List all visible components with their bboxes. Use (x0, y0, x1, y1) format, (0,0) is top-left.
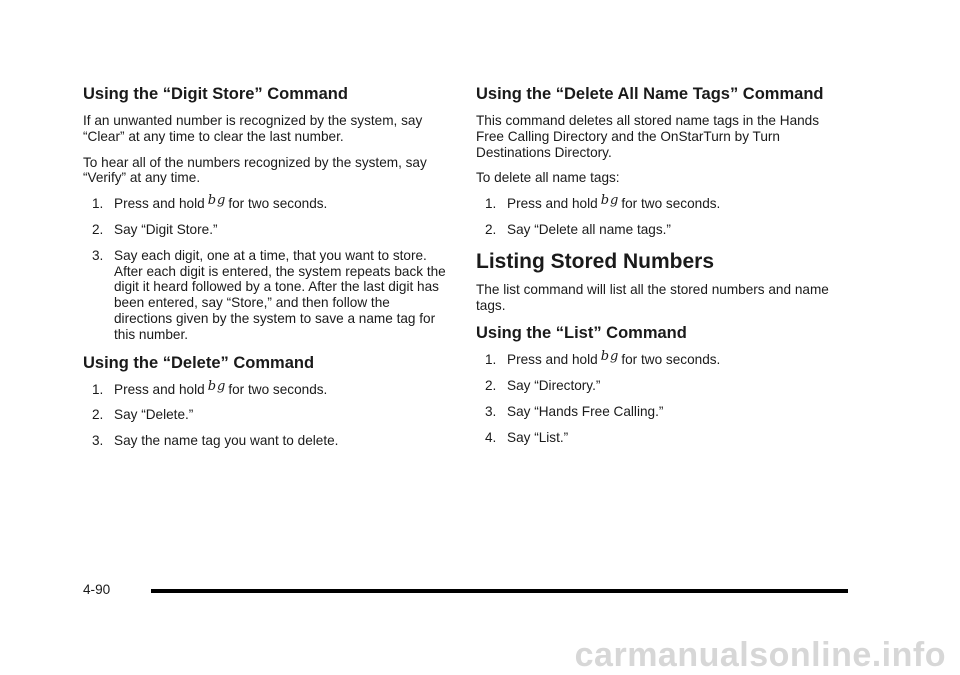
list-steps (476, 349, 842, 445)
page-number: 4-90 (83, 582, 111, 597)
list-item (83, 407, 449, 423)
watermark: carmanualsonline.info (574, 636, 946, 674)
steering-wheel-button-icon: b (207, 378, 217, 394)
list-item (476, 404, 842, 420)
steering-wheel-button-icon: b (207, 193, 217, 209)
list-item (83, 378, 449, 398)
step-number: 3. (92, 247, 104, 263)
step-number: 2. (92, 407, 104, 423)
heading-delete: Using the “Delete” Command (83, 353, 315, 372)
step-text: Say “Delete all name tags.” (507, 221, 671, 237)
step-number: 1. (92, 381, 104, 397)
step-text: for two seconds. (228, 196, 328, 212)
delete-all-steps (476, 193, 842, 238)
list-item (476, 378, 842, 394)
paragraph-delete-all-desc: This command deletes all stored name tags in the Hands Free Calling Directory and the OnStarTurn by Turn Destinations Directory. (476, 113, 820, 160)
push-to-talk-icon: g (217, 193, 226, 209)
footer-divider (151, 589, 848, 593)
step-text: Say “Hands Free Calling.” (507, 403, 664, 419)
step-text: Say “Digit Store.” (114, 221, 218, 237)
list-item (83, 433, 449, 449)
step-text: Press and hold (114, 196, 205, 212)
step-number: 3. (485, 403, 497, 419)
digit-store-steps (83, 193, 449, 342)
push-to-talk-icon: g (610, 193, 619, 209)
steering-wheel-button-icon: b (600, 349, 610, 365)
step-text: for two seconds. (228, 381, 328, 397)
step-number: 1. (485, 196, 497, 212)
heading-listing-stored-numbers: Listing Stored Numbers (476, 249, 715, 273)
step-number: 1. (485, 352, 497, 368)
step-number: 2. (485, 378, 497, 394)
step-text: for two seconds. (621, 196, 721, 212)
list-item (476, 222, 842, 238)
step-number: 3. (92, 433, 104, 449)
step-text: Say “Directory.” (507, 378, 601, 394)
heading-delete-all: Using the “Delete All Name Tags” Command (476, 85, 824, 103)
step-text: Say the name tag you want to delete. (114, 433, 339, 449)
paragraph-clear: If an unwanted number is recognized by the system, say “Clear” at any time to clear the last number. (83, 113, 423, 144)
step-text: Press and hold (507, 196, 598, 212)
step-text: Press and hold (114, 381, 205, 397)
step-text: Press and hold (507, 352, 598, 368)
step-number: 4. (485, 429, 497, 445)
list-item (83, 193, 449, 212)
delete-steps (83, 378, 449, 449)
step-text: for two seconds. (621, 352, 721, 368)
step-text: Say each digit, one at a time, that you want to store. After each digit is entered, the system repeats back the digit it heard followed by a tone. After the last digit has been entered, say “Store,” and then follow the directions given by the system to save a name tag for this number. (114, 247, 446, 342)
list-item (83, 248, 449, 343)
list-item (476, 193, 842, 212)
step-number: 2. (485, 221, 497, 237)
paragraph-list-desc: The list command will list all the stored numbers and name tags. (476, 281, 829, 313)
step-text: Say “List.” (507, 429, 569, 445)
step-number: 2. (92, 221, 104, 237)
step-number: 1. (92, 196, 104, 212)
list-item (476, 430, 842, 446)
right-column (476, 84, 842, 456)
list-item (476, 349, 842, 368)
step-text: Say “Delete.” (114, 407, 194, 423)
paragraph-verify: To hear all of the numbers recognized by the system, say “Verify” at any time. (83, 154, 427, 186)
push-to-talk-icon: g (610, 349, 619, 365)
heading-digit-store: Using the “Digit Store” Command (83, 85, 348, 103)
paragraph-to-delete: To delete all name tags: (476, 170, 620, 186)
push-to-talk-icon: g (217, 378, 226, 394)
list-item (83, 222, 449, 238)
steering-wheel-button-icon: b (600, 193, 610, 209)
left-column (83, 84, 449, 459)
heading-list: Using the “List” Command (476, 324, 687, 343)
